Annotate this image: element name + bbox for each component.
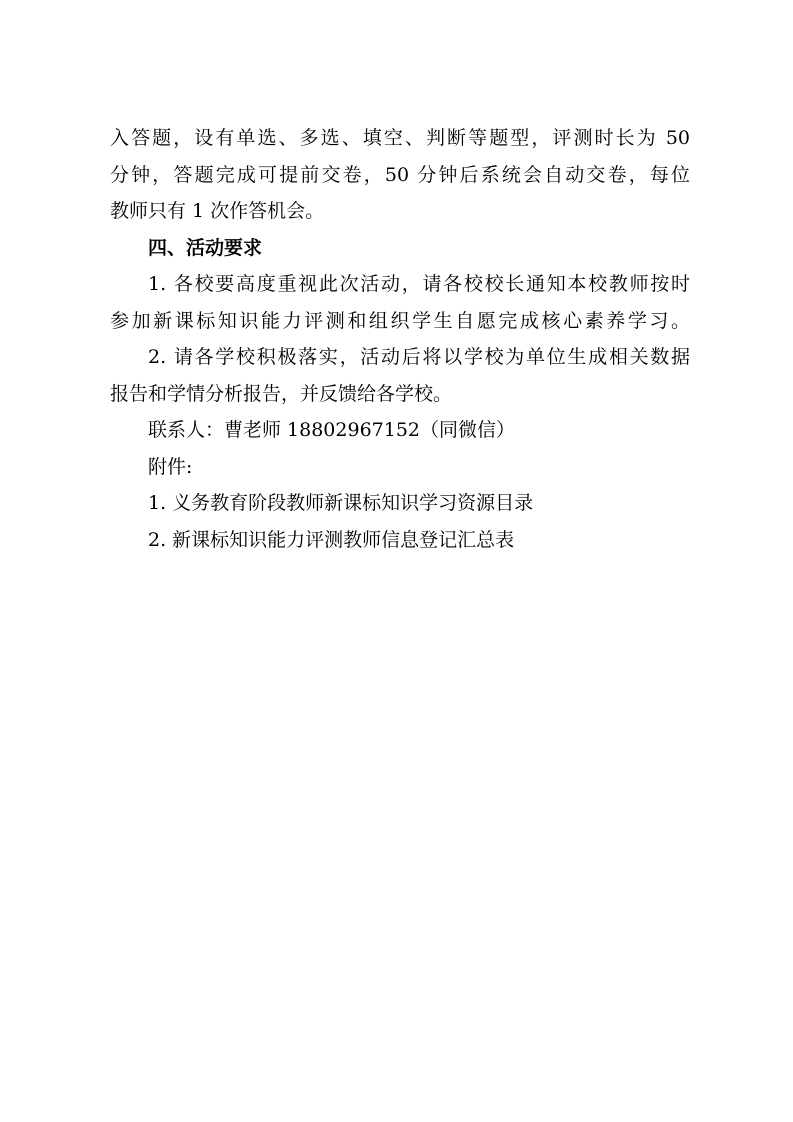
requirement-2-line: 报告和学情分析报告，并反馈给各学校。 [110, 382, 453, 405]
requirement-2-line: 2. 请各学校积极落实，活动后将以学校为单位生成相关数据 [148, 346, 690, 368]
paragraph-line: 入答题，设有单选、多选、填空、判断等题型，评测时长为 50 [110, 127, 690, 149]
requirement-1-line: 参加新课标知识能力评测和组织学生自愿完成核心素养学习。 [110, 309, 690, 332]
contact-line: 联系人：曹老师 18802967152（同微信） [148, 419, 516, 441]
attachment-heading: 附件: [148, 455, 193, 478]
attachment-item: 1. 义务教育阶段教师新课标知识学习资源目录 [148, 492, 534, 514]
section-heading: 四、活动要求 [148, 236, 263, 259]
paragraph-line: 分钟，答题完成可提前交卷，50 分钟后系统会自动交卷，每位 [110, 163, 690, 186]
document-body [110, 120, 690, 558]
attachment-item: 2. 新课标知识能力评测教师信息登记汇总表 [148, 528, 515, 551]
paragraph-line: 教师只有 1 次作答机会。 [110, 200, 325, 222]
requirement-1-line: 1. 各校要高度重视此次活动，请各校校长通知本校教师按时 [148, 273, 690, 295]
